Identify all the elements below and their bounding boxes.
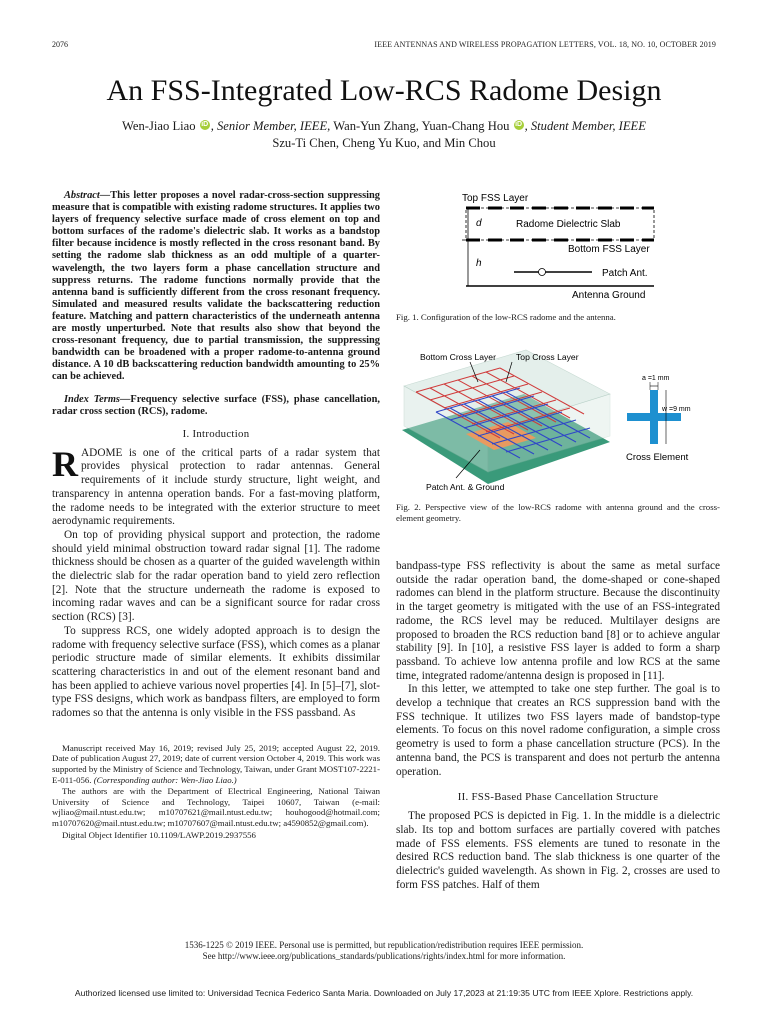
page-number: 2076 bbox=[52, 40, 68, 49]
right-paragraph-1: bandpass-type FSS reflectivity is about the same as metal surface outside the radar operation band, the dome-shaped or cone-shaped radomes can blend in the platform structure. Because the discontinuity in the target geometry is mitigated with the use of an FSS-integrated radome, the RCS level may be reduced. Multilayer designs are proposed to broaden the RCS reduction band [8] or to achieve angular stability [9]. In [10], a resistive FSS layer is added to form a sharp passband. To achieve low antenna profile and low RCS at the same time, integrated radome/antenna design is proposed in [11]. bbox=[396, 560, 720, 682]
left-column bbox=[52, 190, 380, 841]
label-bottom-fss: Bottom FSS Layer bbox=[568, 244, 650, 255]
section-heading-introduction: I. Introduction bbox=[182, 427, 250, 440]
abstract-lead: Abstract— bbox=[64, 190, 111, 201]
footnote-affiliation: The authors are with the Department of Electrical Engineering, National Taiwan University of Science and Technology, Taipei 10607, Taiwan (e-mail: wjliao@mail.ntust.edu.tw; m10707621@mail.ntust.edu.tw; houhogood@hotmail.com; m10707620@mail.ntust.edu.tw; m10707607@mail.ntust.edu.tw; a4590852@gmail.com). bbox=[52, 786, 380, 828]
copyright-line-1: 1536-1225 © 2019 IEEE. Personal use is permitted, but republication/redistribution requires IEEE permission. bbox=[184, 940, 584, 950]
label-cross-element: Cross Element bbox=[626, 452, 689, 463]
right-column-text bbox=[396, 560, 720, 892]
right-paragraph-3: The proposed PCS is depicted in Fig. 1. In the middle is a dielectric slab. Its top and bottom surfaces are partially covered with patches made of FSS elements. FSS elements are tuned to resonate in the desired RCS reduction band. The slab thickness is one quarter of the dielectric's guided wavelength. As shown in Fig. 2, crosses are used to form FSS patches. Half of them bbox=[396, 810, 720, 891]
label-d: d bbox=[476, 218, 482, 229]
drop-cap: R bbox=[52, 443, 78, 484]
figure-1-diagram bbox=[396, 190, 720, 308]
figure-2-diagram bbox=[396, 346, 720, 496]
author-affiliation: , Senior Member, IEEE bbox=[210, 119, 328, 133]
author-line-2: Szu-Ti Chen, Cheng Yu Kuo, and Min Chou bbox=[272, 136, 496, 150]
author-line-1 bbox=[60, 118, 708, 135]
author-names: , Wan-Yun Zhang, Yuan-Chang Hou bbox=[327, 119, 510, 133]
intro-paragraph-1: RADOME is one of the critical parts of a radar system that provides physical protection to radar antennas. General requirements of it include sturdy structure, light weight, and transparency in antenna operation bands. For a fast-moving platform, the radome needs to be integrated with the exterior structure to meet aerodynamic requirements. bbox=[52, 443, 380, 528]
author-affiliation: , Student Member, IEEE bbox=[524, 119, 646, 133]
label-h: h bbox=[476, 258, 482, 269]
copyright-line-2: See http://www.ieee.org/publications_standards/publications/rights/index.html for more information. bbox=[202, 951, 566, 961]
label-w-dim: w =9 mm bbox=[662, 406, 691, 413]
right-paragraph-2: In this letter, we attempted to take one step further. The goal is to develop a technique that creates an RCS suppression band with the FSS technique. It utilizes two FSS layers made of bandstop-type elements. To focus on this novel radome configuration, a simple cross geometry is used to form a phase cancellation structure (PCS). In the antenna band, the PCS is transparent and does not perturb the antenna operation. bbox=[396, 683, 720, 778]
label-bottom-cross: Bottom Cross Layer bbox=[420, 352, 496, 362]
orcid-icon[interactable]: iD bbox=[201, 121, 209, 128]
label-patch-ground: Patch Ant. & Ground bbox=[426, 482, 505, 492]
label-top-fss: Top FSS Layer bbox=[462, 193, 529, 204]
feed-icon bbox=[539, 269, 546, 276]
intro-paragraph-2: On top of providing physical support and protection, the radome should yield minimal obstruction toward radar signal [1]. The radome thickness should be chosen as a quarter of the guided wavelength within the dielectric slab for the radar operation band to yield zero reflection [2]. Note that the structure underneath the radome is exposed to incoming radar waves and can be a significant source for radar cross section (RCS) [3]. bbox=[52, 528, 380, 624]
author-name: Wen-Jiao Liao bbox=[122, 119, 196, 133]
abstract-text: This letter proposes a novel radar-cross-section suppressing measure that is compatible with existing radome structures. It applies two layers of frequency selective surface made of cross element on top and bottom surfaces of the radome's dielectric slab. It works as a bandstop filter because incidence is mostly reflected in the cross resonant band. By setting the radome slab thickness as an odd multiple of a quarter-wavelength, the two layers form a phase cancellation structure and suppress returns. The radome functions normally provide that the antenna band is sufficiently different from the cross resonant frequency. Simulated and measured results validate the backscattering reduction feature. Matching and pattern characteristics of the underneath antenna are mostly unperturbed. Note that results also show that beyond the cross-resonant frequency, due to partial transmission, the suppressing bandwidth can be broadened with a proper radome-to-antenna ground distance. A 10 dB backscattering reduction bandwidth amounting to 25% can be achieved. bbox=[52, 190, 380, 383]
footnote-manuscript: Manuscript received May 16, 2019; revised July 25, 2019; accepted August 22, 2019. Date of publication August 27, 2019; date of current version October 4, 2019. This work was supported by the Ministry of Science and Technology, Taiwan, under Grant MOST107-2221-E-011-056. (Corresponding author: Wen-Jiao Liao.) bbox=[52, 742, 380, 785]
journal-header: IEEE ANTENNAS AND WIRELESS PROPAGATION LETTERS, VOL. 18, NO. 10, OCTOBER 2019 bbox=[374, 40, 716, 49]
orcid-icon[interactable]: iD bbox=[515, 121, 523, 128]
intro-paragraph-3: To suppress RCS, one widely adopted approach is to design the radome with frequency selective surface (FSS), which comes as a planar periodic structure made of similar elements. It exhibits dissimilar scattering characteristics in and out of the element resonant band and has been applied to achieve various novel properties [4]. In [5]–[7], slot-type FSS designs, which work as bandpass filters, are employed to form radomes so that the antenna is only visible in the FSS passband. As bbox=[52, 624, 380, 720]
label-patch: Patch Ant. bbox=[602, 268, 648, 279]
figure-2-caption: Fig. 2. Perspective view of the low-RCS radome with antenna ground and the cross-element geometry. bbox=[396, 502, 720, 523]
index-terms-lead: Index Terms— bbox=[64, 393, 131, 405]
label-top-cross: Top Cross Layer bbox=[516, 352, 579, 362]
footnote-doi: Digital Object Identifier 10.1109/LAWP.2019.2937556 bbox=[62, 829, 256, 840]
index-terms-text: Frequency selective surface (FSS), phase cancellation, radar cross section (RCS), radome. bbox=[52, 393, 380, 417]
label-a-dim: a =1 mm bbox=[642, 375, 670, 382]
figure-1-caption: Fig. 1. Configuration of the low-RCS radome and the antenna. bbox=[396, 312, 616, 322]
license-footer: Authorized licensed use limited to: Universidad Tecnica Federico Santa Maria. Downloaded on July 17,2023 at 21:19:35 UTC from IEEE Xplore. Restrictions apply. bbox=[74, 988, 694, 998]
index-terms bbox=[52, 394, 380, 418]
paper-title: An FSS-Integrated Low-RCS Radome Design bbox=[106, 74, 662, 107]
label-ground: Antenna Ground bbox=[572, 290, 646, 301]
abstract bbox=[52, 190, 380, 384]
section-heading-2: II. FSS-Based Phase Cancellation Structure bbox=[457, 791, 659, 804]
label-slab: Radome Dielectric Slab bbox=[516, 219, 621, 230]
copyright-notice bbox=[0, 940, 768, 962]
cross-element-horizontal bbox=[627, 413, 681, 421]
author-list bbox=[60, 118, 708, 152]
